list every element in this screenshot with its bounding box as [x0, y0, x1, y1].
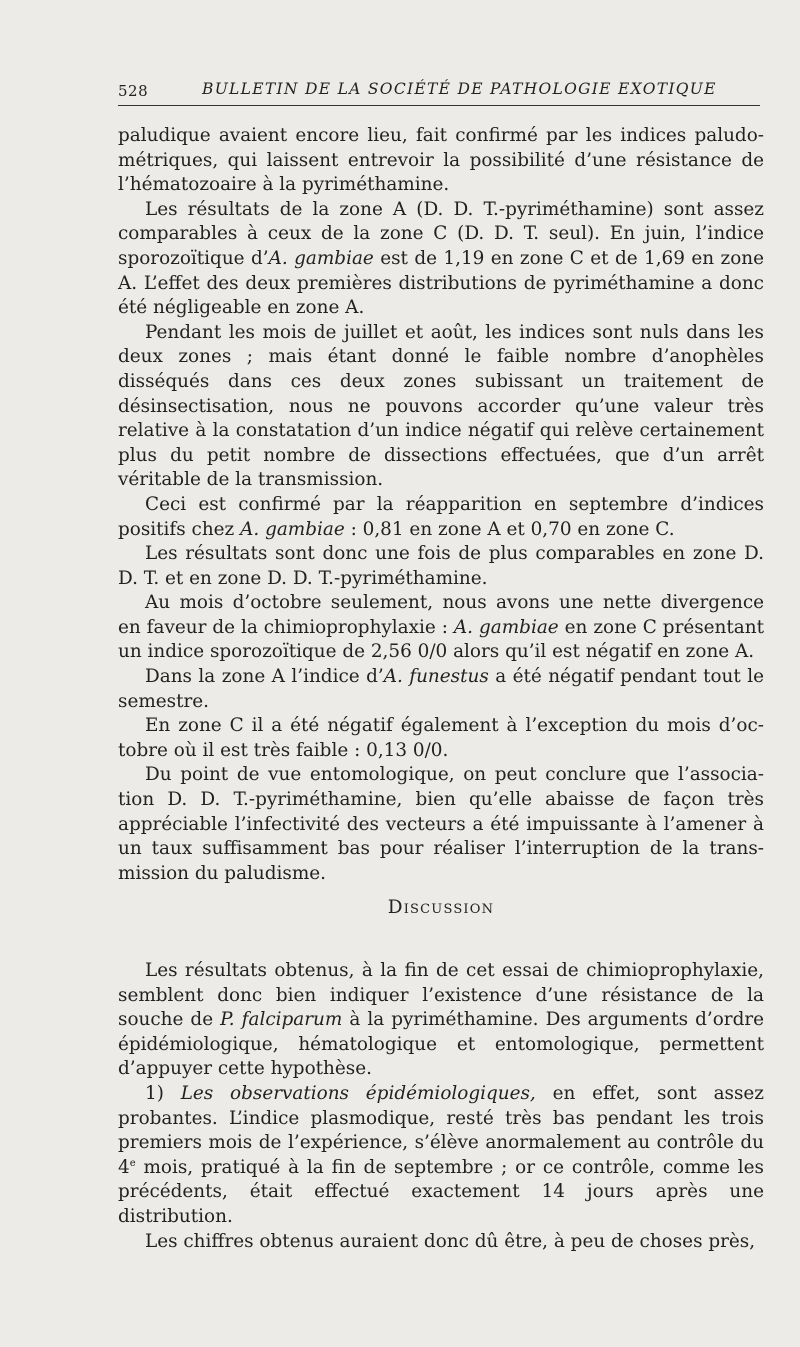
section-heading: [118, 896, 764, 921]
italic-text: Les observations épidémiologiques,: [180, 1082, 536, 1104]
text-segment: Les résultats sont donc une fois de plus comparables en zone D. D. T. et en zone D. D. T.-pyriméthamine.: [118, 543, 764, 589]
text-segment: Les résultats de la zone A (D. D. T.-pyriméthamine) sont assez comparables à ceux de la zone C (D. D. T. seul). En juin, l’indice sporozoïtique d’: [118, 198, 764, 269]
text-segment: Au mois d’octobre seulement, nous avons une nette divergence en faveur de la chimioprophylaxie :: [118, 592, 764, 638]
paragraph: [118, 542, 764, 591]
superscript: e: [129, 1157, 136, 1169]
text-segment: en zone C présentant un indice sporozoïtique de 2,56 0/0 alors qu’il est négatif en zone A.: [118, 616, 764, 663]
text-segment: Du point de vue entomologique, on peut conclure que l’association D. D. T.-pyriméthamine, bien qu’elle abaisse de façon très appréciable l’infectivité des vecteurs a été impuissante à l’amener à un taux suffisamment bas pour réaliser l’interruption de la transmission du paludisme.: [118, 764, 764, 884]
text-segment: Les chiffres obtenus auraient donc dû être, à peu de choses près,: [145, 1230, 756, 1252]
paragraph: [118, 665, 764, 714]
text-segment: Pendant les mois de juillet et août, les indices sont nuls dans les deux zones ; mais étant donné le faible nombre d’anophèles disséqués dans ces deux zones subissant un traitement de désinsectisation, nous ne pouvons accorder qu’une valeur très relative à la constatation d’un indice négatif qui relève certainement plus du petit nombre de dissections effectuées, que d’un arrêt véritable de la transmission.: [118, 321, 764, 491]
paragraph: [118, 959, 764, 1082]
running-header: [118, 78, 760, 106]
text-segment: Discussion: [387, 897, 495, 919]
text-segment: Les résultats obtenus, à la fin de cet essai de chimioprophylaxie, semblent donc bien indiquer l’existence d’une résistance de la souche de: [118, 960, 764, 1031]
text-segment: paludique avaient encore lieu, fait confirmé par les indices paludométriques, qui laissent entrevoir la possibilité d’une résistance de l’hématozoaire à la pyriméthamine.: [118, 125, 764, 196]
text-segment: Ceci est confirmé par la réapparition en septembre d’indices positifs chez: [118, 493, 764, 540]
article-body: [118, 124, 764, 1254]
text-segment: 1): [145, 1082, 181, 1104]
paragraph: [118, 1082, 764, 1230]
paragraph: [118, 591, 764, 665]
text-segment: Dans la zone A l’indice d’: [145, 666, 384, 688]
journal-title: BULLETIN DE LA SOCIÉTÉ DE PATHOLOGIE EXOTIQUE: [202, 80, 717, 98]
paragraph: [118, 1230, 764, 1255]
italic-text: A. gambiae: [240, 518, 345, 540]
text-segment: à la pyriméthamine. Des arguments d’ordre épidémiologique, hématologique et entomologique, permettent d’appuyer cette hypothèse.: [118, 1009, 765, 1080]
paragraph: [118, 198, 764, 321]
paragraph: [118, 124, 764, 198]
paragraph: [118, 714, 764, 763]
text-segment: est de 1,19 en zone C et de 1,69 en zone A. L’effet des deux premières distributions de pyriméthamine a donc été négligeable en zone A.: [118, 247, 764, 319]
text-segment: en effet, sont assez probantes. L’indice plasmodique, resté très bas pendant les trois premiers mois de l’expérience, s’élève anormalement au contrôle du 4: [118, 1082, 764, 1178]
text-segment: En zone C il a été négatif également à l’exception du mois d’octobre où il est très faible : 0,13 0/0.: [118, 715, 764, 761]
text-segment: : 0,81 en zone A et 0,70 en zone C.: [344, 518, 675, 540]
header-rule: [118, 105, 760, 106]
paragraph: [118, 763, 764, 886]
italic-text: A. gambiae: [453, 616, 559, 638]
page-number: 528: [118, 82, 149, 100]
paragraph: [118, 493, 764, 542]
italic-text: A. gambiae: [268, 247, 374, 269]
italic-text: A. funestus: [383, 666, 489, 688]
paragraph: [118, 321, 764, 493]
italic-text: P. falciparum: [220, 1009, 343, 1031]
text-segment: mois, pratiqué à la fin de septembre ; or ce contrôle, comme les précédents, était effectué exactement 14 jours après une distribution.: [118, 1156, 764, 1227]
text-segment: a été négatif pendant tout le semestre.: [118, 666, 764, 712]
